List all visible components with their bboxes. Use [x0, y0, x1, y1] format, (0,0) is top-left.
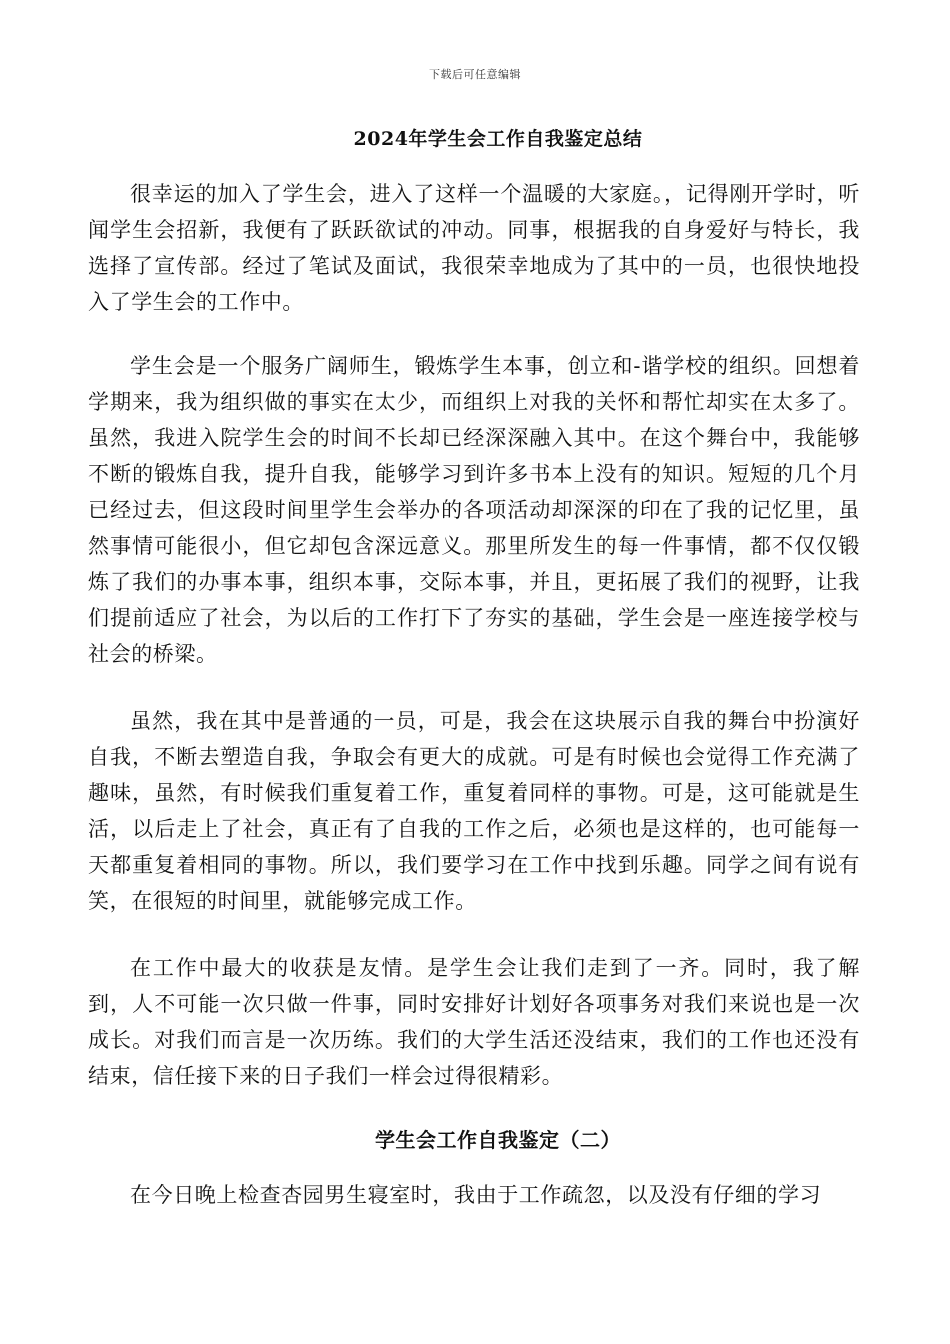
paragraph-1-container — [88, 176, 860, 320]
paragraph-3-container — [88, 703, 860, 919]
page-header-note: 下载后可任意编辑 — [429, 68, 521, 81]
paragraph-2-container — [88, 348, 860, 672]
paragraph-2: 学生会是一个服务广阔师生，锻炼学生本事，创立和-谐学校的组织。回想着学期来，我为组织做的事实在太少，而组织上对我的关怀和帮忙却实在太多了。虽然，我进入院学生会的时间不长却已经深深融入其中。在这个舞台中，我能够不断的锻炼自我，提升自我，能够学习到许多书本上没有的知识。短短的几个月已经过去，但这段时间里学生会举办的各项活动却深深的印在了我的记忆里，虽然事情可能很小，但它却包含深远意义。那里所发生的每一件事情，都不仅仅锻炼了我们的办事本事，组织本事，交际本事，并且，更拓展了我们的视野，让我们提前适应了社会，为以后的工作打下了夯实的基础，学生会是一座连接学校与社会的桥梁。 — [88, 354, 860, 666]
section-subtitle: 学生会工作自我鉴定（二） — [375, 1128, 621, 1152]
paragraph-3: 虽然，我在其中是普通的一员，可是，我会在这块展示自我的舞台中扮演好自我，不断去塑造自我，争取会有更大的成就。可是有时候也会觉得工作充满了趣味，虽然，有时候我们重复着工作，重复着同样的事物。可是，这可能就是生活，以后走上了社会，真正有了自我的工作之后，必须也是这样的，也可能每一天都重复着相同的事物。所以，我们要学习在工作中找到乐趣。同学之间有说有笑，在很短的时间里，就能够完成工作。 — [88, 709, 860, 913]
document-title: 2024年学生会工作自我鉴定总结 — [353, 128, 643, 150]
paragraph-1: 很幸运的加入了学生会，进入了这样一个温暖的大家庭。，记得刚开学时，听闻学生会招新，我便有了跃跃欲试的冲动。同事，根据我的自身爱好与特长，我选择了宣传部。经过了笔试及面试，我很荣幸地成为了其中的一员，也很快地投入了学生会的工作中。 — [88, 182, 860, 314]
paragraph-4-container — [88, 950, 860, 1094]
paragraph-5-container — [88, 1177, 860, 1213]
paragraph-4: 在工作中最大的收获是友情。是学生会让我们走到了一齐。同时，我了解到，人不可能一次只做一件事，同时安排好计划好各项事务对我们来说也是一次成长。对我们而言是一次历练。我们的大学生活还没结束，我们的工作也还没有结束，信任接下来的日子我们一样会过得很精彩。 — [88, 956, 860, 1088]
paragraph-5: 在今日晚上检查杏园男生寝室时，我由于工作疏忽，以及没有仔细的学习 — [130, 1183, 822, 1207]
